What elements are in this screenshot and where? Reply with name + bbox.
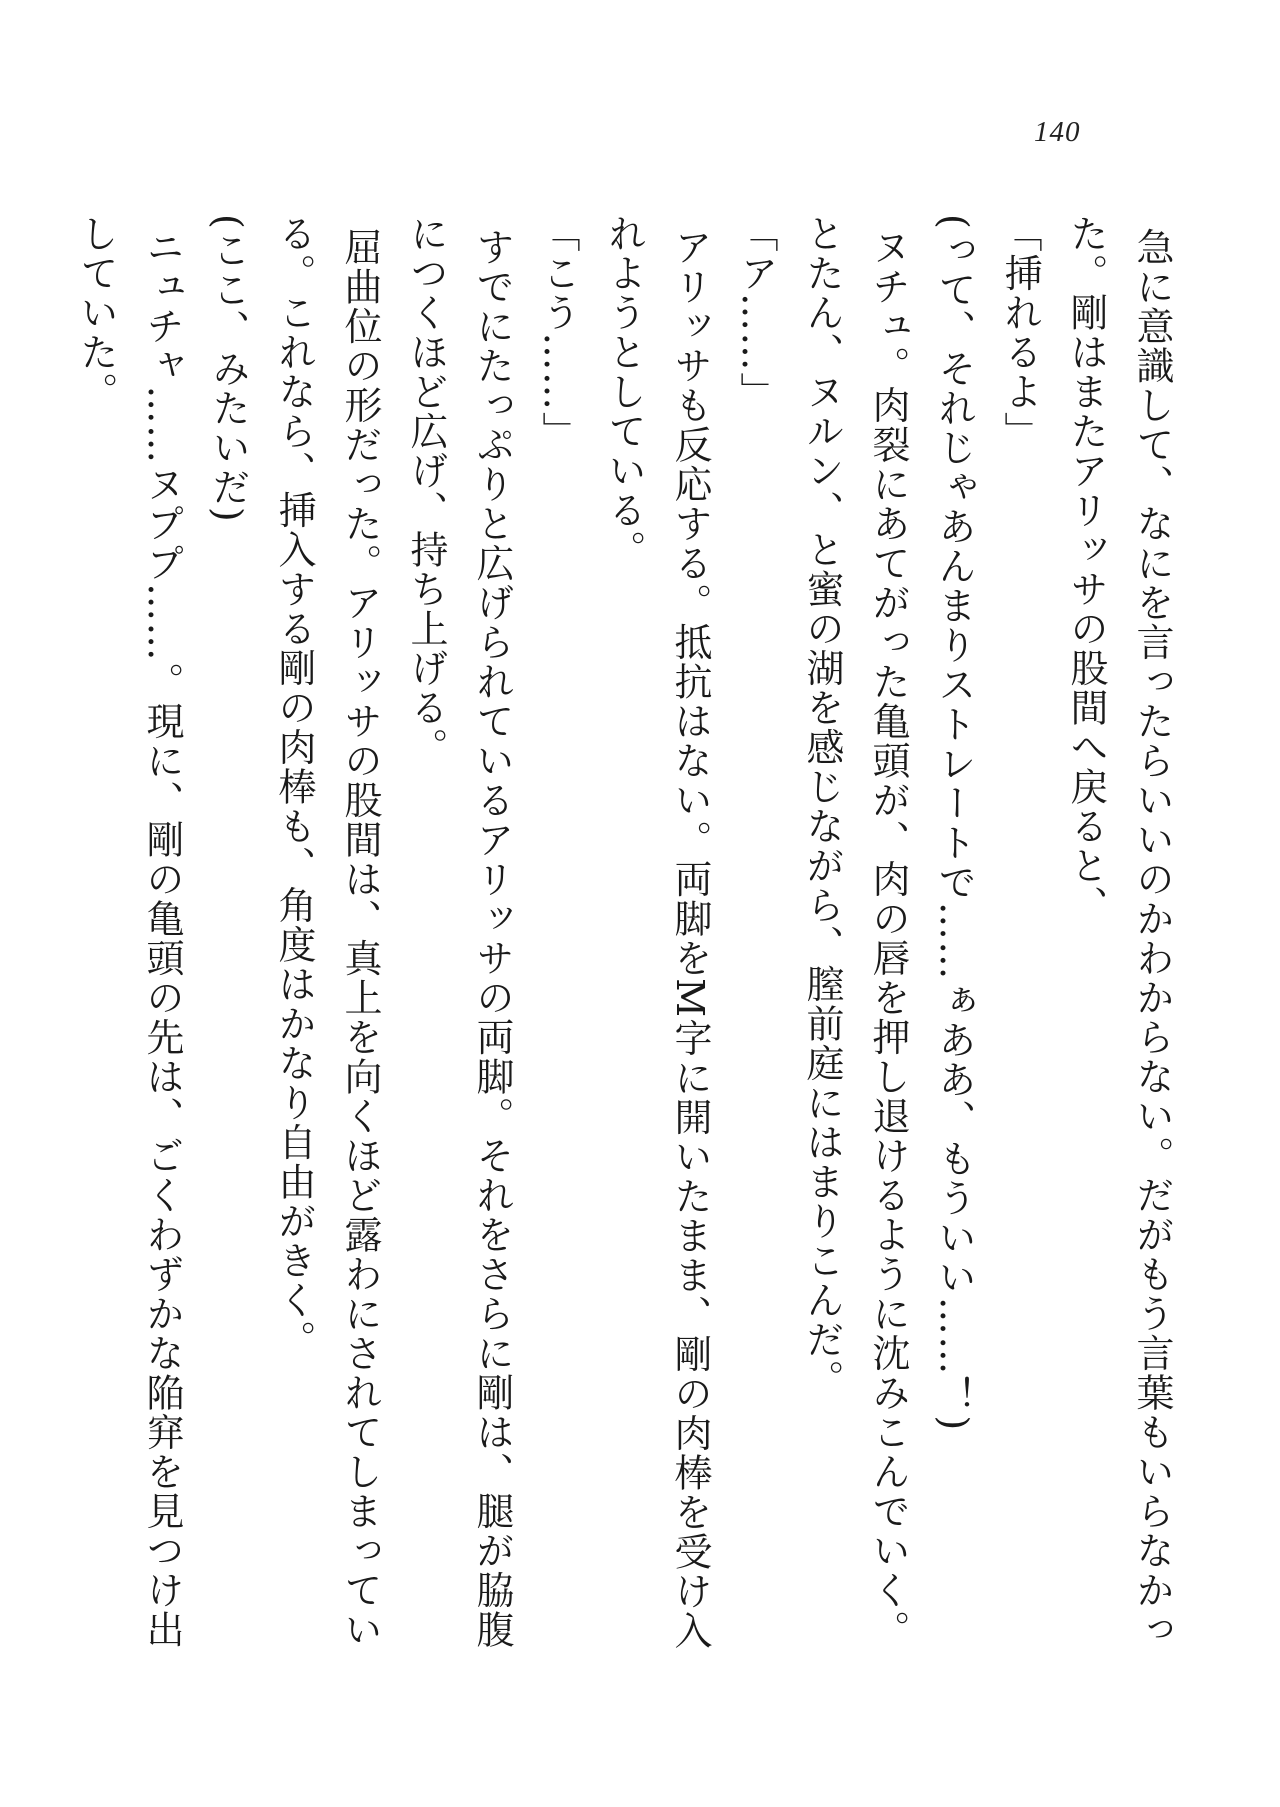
dialogue-line: 「挿れるよ」 bbox=[998, 214, 1042, 451]
paragraph: すでにたっぷりと広げられているアリッサの両脚。それをさらに剛は、腿が脇腹につくほど広げ、持ち上げる。 bbox=[404, 214, 514, 1650]
body-text bbox=[74, 214, 1185, 1654]
paragraph: ニュチャ……ヌププ……。現に、剛の亀頭の先は、ごくわずかな陥穽を見つけ出していた。 bbox=[74, 214, 184, 1650]
paragraph: 急に意識して、なにを言ったらいいのかわからない。だがもう言葉もいらなかった。剛はまたアリッサの股間へ戻ると、 bbox=[1064, 214, 1174, 1650]
paragraph: ヌチュ。肉裂にあてがった亀頭が、肉の唇を押し退けるように沈みこんでいく。とたん、ヌルン、と蜜の湖を感じながら、膣前庭にはまりこんだ。 bbox=[800, 214, 910, 1650]
inner-thought: (って、それじゃあんまりストレートで……ぁああ、もういい……！) bbox=[932, 214, 976, 1432]
dialogue-line: 「こう……」 bbox=[536, 214, 580, 451]
paragraph: アリッサも反応する。抵抗はない。両脚をM字に開いたまま、剛の肉棒を受け入れようとしている。 bbox=[602, 214, 712, 1651]
paragraph: 屈曲位の形だった。アリッサの股間は、真上を向くほど露わにされてしまっている。これなら、挿入する剛の肉棒も、角度はかなり自由がきく。 bbox=[272, 214, 382, 1650]
page-number: 140 bbox=[1034, 116, 1081, 148]
inner-thought: (ここ、みたいだ) bbox=[206, 214, 250, 524]
dialogue-line: 「ア……」 bbox=[734, 214, 778, 412]
